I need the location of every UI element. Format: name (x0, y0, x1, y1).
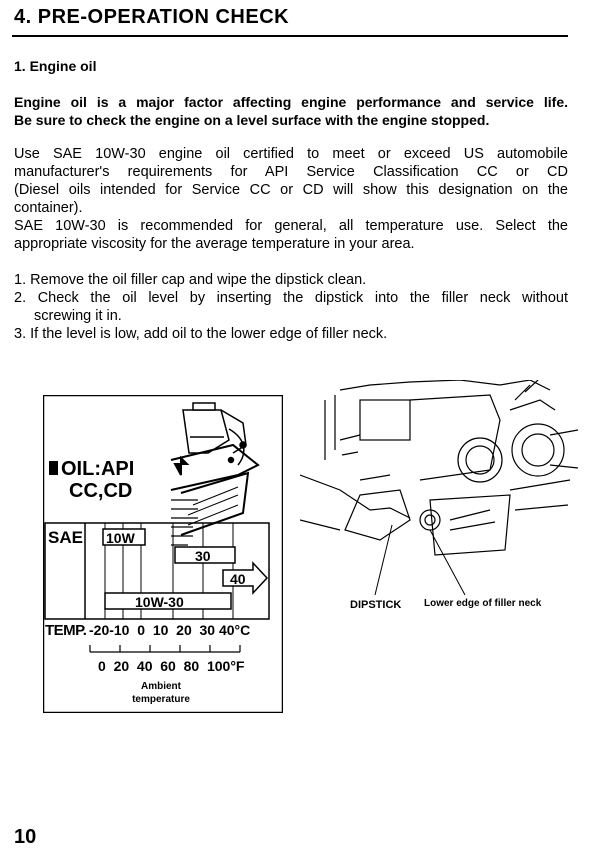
step-1: 1. Remove the oil filler cap and wipe the dipstick clean. (14, 272, 367, 288)
engine-drawing (300, 380, 578, 555)
step-2-continued: screwing it in. (34, 308, 122, 324)
section-title: 4. PRE-OPERATION CHECK (14, 6, 290, 28)
filler-neck-icon (171, 445, 258, 545)
oil-bullet-icon (49, 461, 58, 475)
celsius-scale: -20-10 0 10 20 30 40°C (89, 622, 251, 638)
title-divider (12, 35, 568, 37)
fahrenheit-scale: 0 20 40 60 80 100°F (98, 658, 245, 674)
body-line-3: (Diesel oils intended for Service CC or CD will show this designation on the (14, 182, 568, 198)
step-2: 2. Check the oil level by inserting the dipstick into the filler neck without (14, 290, 568, 306)
oil-viscosity-chart (43, 395, 283, 713)
dipstick-label: DIPSTICK (350, 599, 402, 610)
dipstick-callouts (375, 525, 465, 595)
engine-dipstick-illustration (300, 380, 580, 610)
step-3: 3. If the level is low, add oil to the lower edge of filler neck. (14, 326, 388, 342)
oil-api-label: OIL:API (61, 458, 135, 480)
grade-label-10w: 10W (106, 530, 135, 546)
body-line-4: container). (14, 200, 83, 216)
filler-neck-label: Lower edge of filler neck (424, 598, 542, 609)
page-number: 10 (14, 826, 37, 848)
grade-label-10w30: 10W-30 (135, 594, 184, 610)
temperature-label: temperature (132, 694, 190, 705)
warning-line-1: Engine oil is a major factor affecting engine performance and service life. (14, 94, 568, 110)
grade-label-30: 30 (195, 548, 211, 564)
sae-label: SAE (48, 528, 83, 547)
body-line-6: appropriate viscosity for the average temperature in your area. (14, 236, 415, 252)
subsection-title: 1. Engine oil (14, 58, 97, 74)
body-line-5: SAE 10W-30 is recommended for general, all temperature use. Select the (14, 218, 568, 234)
body-line-1: Use SAE 10W-30 engine oil certified to meet or exceed US automobile (14, 146, 568, 162)
body-line-2: manufacturer's requirements for API Service Classification CC or CD (14, 164, 568, 180)
warning-line-2: Be sure to check the engine on a level surface with the engine stopped. (14, 112, 490, 128)
fahrenheit-axis (90, 645, 240, 652)
temp-label: TEMP. (45, 622, 87, 639)
ambient-label: Ambient (141, 681, 181, 692)
grade-label-40: 40 (230, 571, 246, 587)
oil-class-label: CC,CD (69, 480, 133, 502)
